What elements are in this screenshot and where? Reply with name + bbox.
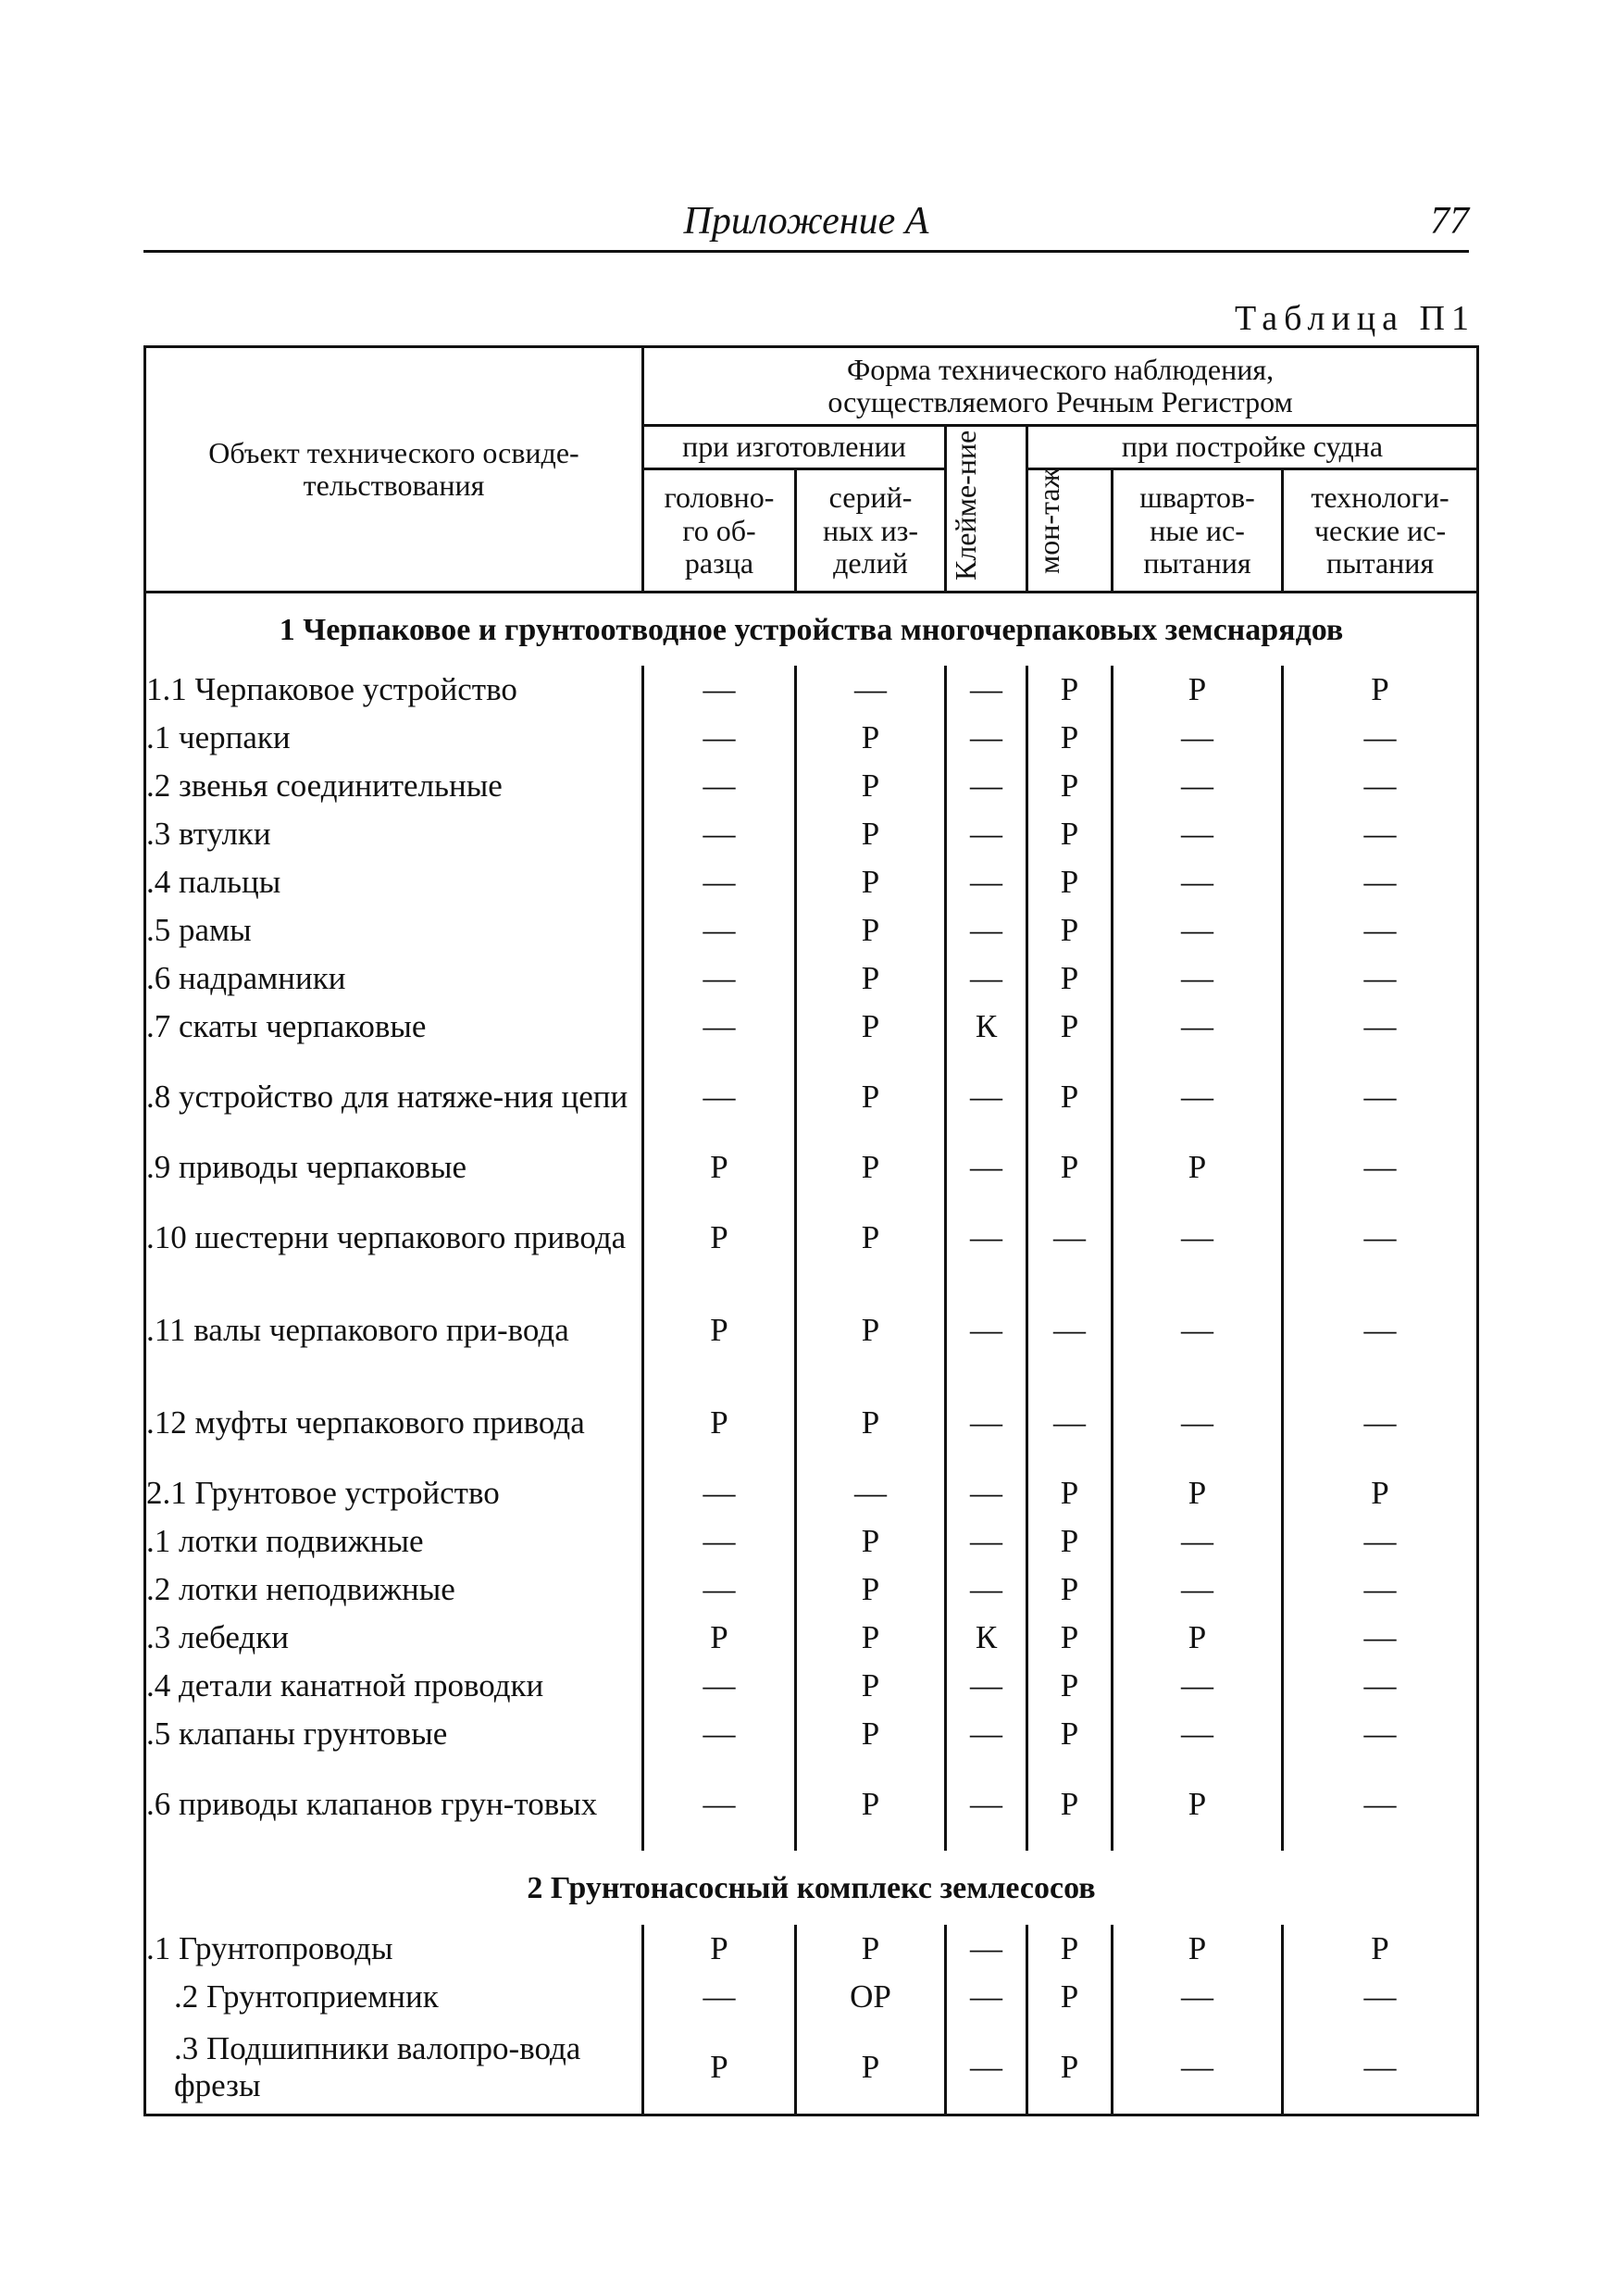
cell: — — [1283, 1517, 1478, 1566]
cell: Р — [1027, 906, 1113, 955]
cell: — — [1283, 955, 1478, 1003]
cell: — — [1283, 1051, 1478, 1143]
column-header-prototype: головно-го об-разца — [643, 469, 796, 593]
cell: Р — [796, 1192, 946, 1284]
page-number: 77 — [1430, 200, 1469, 243]
cell: Р — [643, 2021, 796, 2115]
cell: Р — [1113, 666, 1283, 714]
header-title: Приложение А — [683, 200, 929, 243]
cell: Р — [643, 1614, 796, 1662]
cell: — — [1113, 1973, 1283, 2021]
cell: Р — [1027, 955, 1113, 1003]
cell: — — [1283, 1143, 1478, 1192]
cell: — — [946, 1377, 1027, 1469]
cell: Р — [1027, 858, 1113, 906]
cell: — — [1113, 762, 1283, 810]
cell: — — [1283, 1758, 1478, 1851]
row-label: .5 рамы — [145, 906, 643, 955]
column-header-installation — [1027, 469, 1113, 593]
cell: Р — [1027, 1710, 1113, 1758]
cell: Р — [1027, 1517, 1113, 1566]
column-header-technological: технологи-ческие ис-пытания — [1283, 469, 1478, 593]
cell: Р — [1283, 1925, 1478, 1973]
cell: — — [946, 2021, 1027, 2115]
cell: — — [643, 906, 796, 955]
cell: Р — [796, 1925, 946, 1973]
cell: — — [1283, 1662, 1478, 1710]
column-header-manufacturing: при изготовлении — [643, 426, 946, 469]
cell: — — [946, 858, 1027, 906]
row-label: .4 пальцы — [145, 858, 643, 906]
cell: — — [1283, 714, 1478, 762]
cell: — — [1113, 906, 1283, 955]
cell: — — [1113, 2021, 1283, 2115]
cell: — — [1113, 955, 1283, 1003]
cell: — — [1113, 1377, 1283, 1469]
cell: — — [946, 1517, 1027, 1566]
cell: — — [1113, 1284, 1283, 1377]
cell: — — [643, 762, 796, 810]
cell: Р — [796, 1003, 946, 1051]
cell: — — [1113, 858, 1283, 906]
column-header-mooring: швартов-ные ис-пытания — [1113, 469, 1283, 593]
cell: — — [643, 1517, 796, 1566]
cell: Р — [1027, 714, 1113, 762]
cell: — — [1283, 762, 1478, 810]
cell: Р — [796, 858, 946, 906]
cell: — — [1283, 1614, 1478, 1662]
row-label: 1.1 Черпаковое устройство — [145, 666, 643, 714]
section-title: 2 Грунтонасосный комплекс землесосов — [145, 1851, 1478, 1925]
cell: Р — [1027, 1925, 1113, 1973]
cell: — — [1113, 1192, 1283, 1284]
cell: — — [946, 1192, 1027, 1284]
column-header-construction: при постройке судна — [1027, 426, 1478, 469]
cell: Р — [1027, 1051, 1113, 1143]
cell: Р — [1027, 810, 1113, 858]
cell: Р — [1027, 1973, 1113, 2021]
cell: — — [1283, 1973, 1478, 2021]
cell: Р — [796, 810, 946, 858]
cell: Р — [1027, 1003, 1113, 1051]
cell: — — [643, 666, 796, 714]
cell: — — [946, 906, 1027, 955]
cell: — — [643, 810, 796, 858]
cell: Р — [796, 906, 946, 955]
row-label: .11 валы черпакового при-вода — [145, 1284, 643, 1377]
cell: Р — [796, 1758, 946, 1851]
running-header — [143, 199, 1469, 253]
cell: Р — [796, 1614, 946, 1662]
table-caption: Таблица П1 — [1235, 299, 1475, 338]
cell: — — [946, 1284, 1027, 1377]
cell: Р — [1027, 2021, 1113, 2115]
cell: Р — [1113, 1925, 1283, 1973]
cell: — — [1113, 1662, 1283, 1710]
cell: Р — [796, 1143, 946, 1192]
cell: — — [1283, 1710, 1478, 1758]
row-label: .2 звенья соединительные — [145, 762, 643, 810]
installation-label: мон-таж — [1031, 467, 1065, 574]
cell: — — [796, 1469, 946, 1517]
cell: — — [1113, 1051, 1283, 1143]
cell: — — [643, 1003, 796, 1051]
cell: Р — [1027, 1614, 1113, 1662]
cell: К — [946, 1614, 1027, 1662]
cell: — — [946, 955, 1027, 1003]
cell: — — [946, 1925, 1027, 1973]
cell: Р — [1283, 1469, 1478, 1517]
cell: — — [946, 666, 1027, 714]
cell: Р — [796, 1710, 946, 1758]
cell: — — [1027, 1192, 1113, 1284]
cell: — — [1113, 1517, 1283, 1566]
row-label: .10 шестерни черпакового привода — [145, 1192, 643, 1284]
cell: Р — [1027, 762, 1113, 810]
cell: — — [643, 1973, 796, 2021]
cell: — — [1283, 1003, 1478, 1051]
cell: — — [1283, 810, 1478, 858]
cell: Р — [796, 1517, 946, 1566]
cell: Р — [1113, 1143, 1283, 1192]
cell: Р — [796, 1662, 946, 1710]
cell: Р — [643, 1377, 796, 1469]
cell: — — [643, 714, 796, 762]
row-label: .3 Подшипники валопро-вода фрезы — [145, 2021, 643, 2115]
cell: Р — [1027, 1143, 1113, 1192]
cell: — — [1113, 810, 1283, 858]
cell: — — [946, 1758, 1027, 1851]
cell: Р — [796, 2021, 946, 2115]
cell: — — [643, 1051, 796, 1143]
row-label: .5 клапаны грунтовые — [145, 1710, 643, 1758]
cell: — — [643, 1710, 796, 1758]
cell: — — [643, 1662, 796, 1710]
cell: Р — [1027, 1758, 1113, 1851]
cell: Р — [1113, 1469, 1283, 1517]
cell: — — [643, 858, 796, 906]
cell: Р — [796, 714, 946, 762]
section-title: 1 Черпаковое и грунтоотводное устройства многочерпаковых земснарядов — [145, 593, 1478, 667]
cell: К — [946, 1003, 1027, 1051]
cell: — — [1283, 2021, 1478, 2115]
row-label: .8 устройство для натяже-ния цепи — [145, 1051, 643, 1143]
cell: — — [1113, 1710, 1283, 1758]
cell: — — [643, 1566, 796, 1614]
row-label: .12 муфты черпакового привода — [145, 1377, 643, 1469]
cell: — — [643, 1469, 796, 1517]
cell: — — [946, 714, 1027, 762]
cell: — — [643, 1758, 796, 1851]
cell: — — [1283, 906, 1478, 955]
row-label: .2 лотки неподвижные — [145, 1566, 643, 1614]
cell: — — [1283, 858, 1478, 906]
cell: Р — [1027, 666, 1113, 714]
cell: Р — [1113, 1758, 1283, 1851]
row-label: .7 скаты черпаковые — [145, 1003, 643, 1051]
row-label: .1 черпаки — [145, 714, 643, 762]
marking-label: Клейме-ние — [948, 430, 982, 581]
cell: Р — [796, 955, 946, 1003]
row-label: .9 приводы черпаковые — [145, 1143, 643, 1192]
cell: Р — [1113, 1614, 1283, 1662]
cell: — — [946, 1662, 1027, 1710]
cell: Р — [796, 762, 946, 810]
cell: — — [643, 955, 796, 1003]
cell: — — [1027, 1284, 1113, 1377]
cell: — — [946, 1051, 1027, 1143]
cell: — — [1113, 714, 1283, 762]
cell: Р — [796, 1051, 946, 1143]
inspection-table — [143, 345, 1479, 2116]
column-header-serial: серий-ных из-делий — [796, 469, 946, 593]
column-header-object: Объект технического освиде-тельствования — [145, 347, 643, 593]
row-label: .3 лебедки — [145, 1614, 643, 1662]
cell: Р — [796, 1284, 946, 1377]
cell: — — [1113, 1566, 1283, 1614]
cell: — — [946, 762, 1027, 810]
column-header-marking — [946, 426, 1027, 593]
row-label: .6 приводы клапанов грун-товых — [145, 1758, 643, 1851]
cell: Р — [643, 1192, 796, 1284]
cell: Р — [1027, 1662, 1113, 1710]
cell: Р — [1027, 1566, 1113, 1614]
cell: — — [946, 1469, 1027, 1517]
row-label: .1 лотки подвижные — [145, 1517, 643, 1566]
column-header-form: Форма технического наблюдения, осуществляемого Речным Регистром — [643, 347, 1478, 426]
row-label: .3 втулки — [145, 810, 643, 858]
cell: Р — [1027, 1469, 1113, 1517]
cell: — — [1283, 1192, 1478, 1284]
cell: — — [946, 1143, 1027, 1192]
row-label: .2 Грунтоприемник — [145, 1973, 643, 2021]
row-label: .4 детали канатной проводки — [145, 1662, 643, 1710]
cell: — — [946, 810, 1027, 858]
cell: ОР — [796, 1973, 946, 2021]
cell: — — [1027, 1377, 1113, 1469]
row-label: .1 Грунтопроводы — [145, 1925, 643, 1973]
cell: — — [1283, 1284, 1478, 1377]
cell: Р — [643, 1284, 796, 1377]
cell: Р — [796, 1566, 946, 1614]
cell: — — [946, 1566, 1027, 1614]
row-label: 2.1 Грунтовое устройство — [145, 1469, 643, 1517]
cell: — — [796, 666, 946, 714]
cell: Р — [643, 1925, 796, 1973]
cell: — — [946, 1973, 1027, 2021]
cell: Р — [1283, 666, 1478, 714]
cell: Р — [643, 1143, 796, 1192]
cell: — — [946, 1710, 1027, 1758]
cell: — — [1113, 1003, 1283, 1051]
cell: — — [1283, 1566, 1478, 1614]
cell: Р — [796, 1377, 946, 1469]
row-label: .6 надрамники — [145, 955, 643, 1003]
cell: — — [1283, 1377, 1478, 1469]
